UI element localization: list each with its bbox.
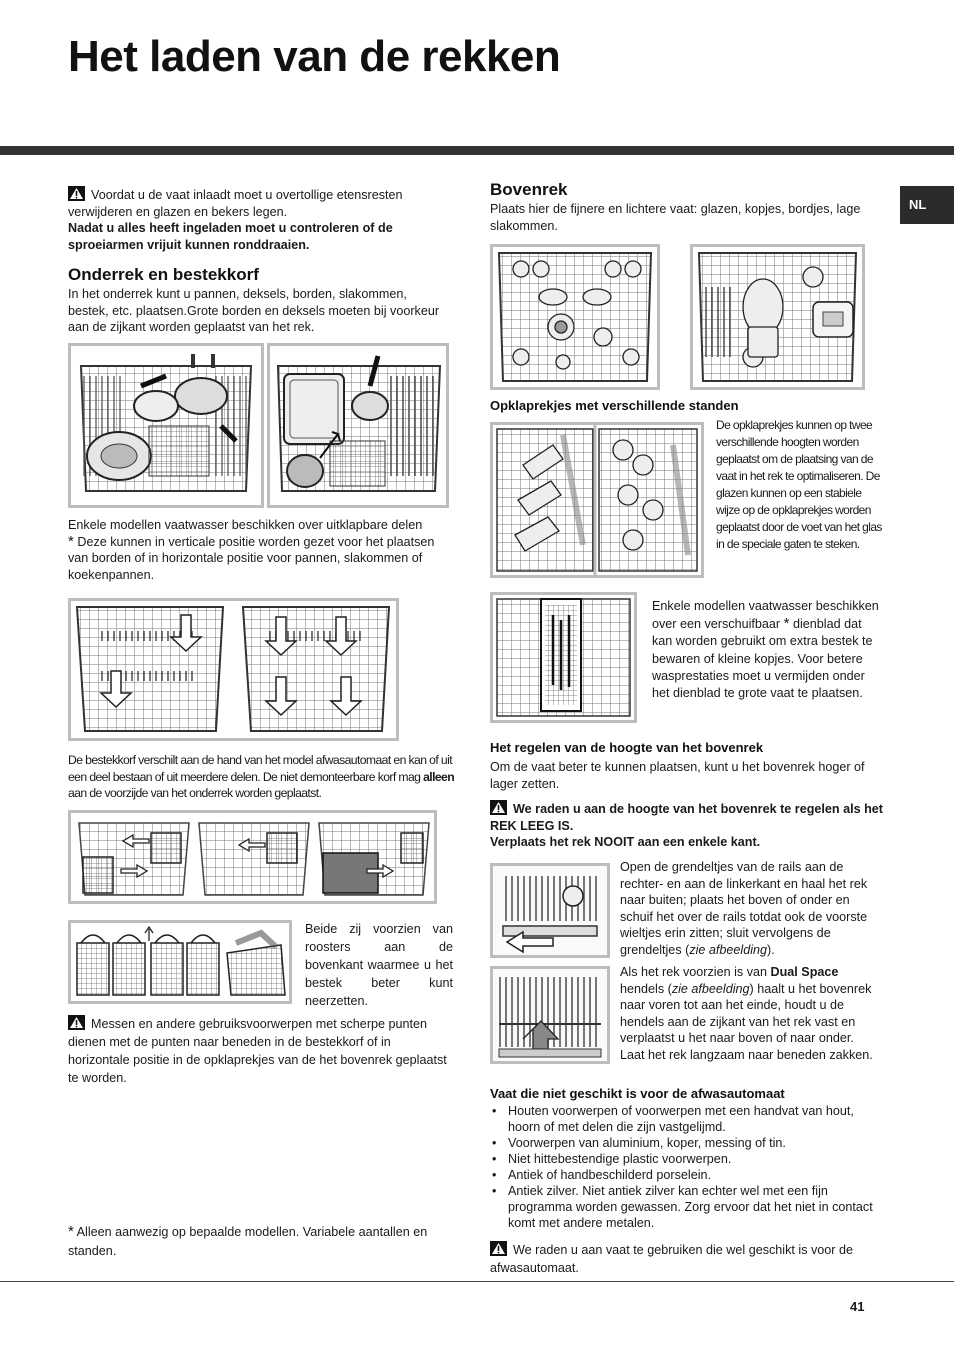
list-item: • Antiek of handbeschilderd porselein.	[490, 1167, 885, 1183]
height-warning: We raden u aan de hoogte van het bovenrek te regelen als het REK LEEG IS. Verplaats het rek NOOIT aan een enkele kant.	[490, 802, 883, 850]
footer-line	[0, 1281, 954, 1282]
lower-rack-text: In het onderrek kunt u pannen, deksels, borden, slakommen, bestek, etc. plaatsen.Grote borden en deksels moeten bij voorkeur aan de zijkant worden geplaatst van het rek.	[68, 287, 440, 335]
footnote: * Alleen aanwezig op bepaalde modellen. Variabele aantallen en standen.	[68, 1223, 428, 1258]
cutlery-grid-figure	[68, 920, 292, 1004]
dual-space-text: Als het rek voorzien is van Dual Space hendels (zie afbeelding) haalt u het bovenrek naar voren tot aan het einde, houdt u de hendels aan de zijkant van het rek vast en verplaatst u het naar boven of naar onder. Laat het rek langzaam naar beneden zakken.	[620, 965, 873, 1062]
list-item: • Niet hittebestendige plastic voorwerpen.	[490, 1151, 885, 1167]
header-bar	[0, 146, 954, 155]
warning-icon	[490, 800, 507, 815]
upper-rack-text: Plaats hier de fijnere en lichtere vaat: glazen, kopjes, bordjes, lage slakommen.	[490, 202, 861, 233]
warning-icon	[68, 186, 85, 201]
unsuitable-list	[490, 1103, 885, 1231]
warning-icon	[490, 1241, 507, 1256]
cutlery-basket-figure	[68, 810, 437, 904]
foldable-parts-figure	[68, 598, 399, 741]
cutlery-basket-text: De bestekkorf verschilt aan de hand van het model afwasautomaat en kan of uit een deel bestaan of uit meerdere delen. De niet demonteerbare korf mag alleen aan de voorzijde van het onderrek worden geplaatst.	[68, 753, 455, 801]
lower-rack-figure-2	[267, 343, 449, 508]
page-number: 41	[850, 1299, 865, 1314]
cutlery-grid-text: Beide zij voorzien van roosters aan de bovenkant waarmee u het bestek beter kunt neerzetten.	[305, 922, 453, 1008]
intro-paragraph: Voordat u de vaat inlaadt moet u overtollige etensresten verwijderen en glazen en bekers legen.	[68, 188, 403, 219]
lower-rack-heading: Onderrek en bestekkorf	[68, 265, 259, 284]
foldable-racks-text: De opklaprekjes kunnen op twee verschillende hoogten worden geplaatst om de plaatsing van de vaat in het rek te optimaliseren. De glazen kunnen op een stabiele wijze op de opklaprekjes worden geplaatst door de voet van het glas in de speciale gaten te steken.	[716, 418, 882, 551]
upper-rack-figure-1	[490, 244, 660, 390]
height-adjust-heading: Het regelen van de hoogte van het bovenrek	[490, 740, 764, 755]
final-warning: We raden u aan vaat te gebruiken die wel geschikt is voor de afwasautomaat.	[490, 1243, 854, 1275]
upper-rack-heading: Bovenrek	[490, 180, 568, 199]
list-item: • Antiek zilver. Niet antiek zilver kan echter wel met een fijn programma worden gewassen. Zorg ervoor dat het niet in contact komt met andere metalen.	[490, 1183, 885, 1231]
warning-icon	[68, 1015, 85, 1030]
lower-rack-figure-1	[68, 343, 264, 508]
intro-block	[68, 186, 458, 253]
latch-text: Open de grendeltjes van de rails aan de rechter- en aan de linkerkant en haal het rek naar buiten; plaats het boven of onder en schuif het over de rails totdat ook de voorste wieltjes erin zitten; sluit vervolgens de grendeltjes (zie afbeelding).	[620, 860, 868, 957]
sliding-tray-figure	[490, 592, 637, 723]
list-item: • Houten voorwerpen of voorwerpen met een handvat van hout, hoorn of met delen die zijn vastgelijmd.	[490, 1103, 885, 1135]
foldable-racks-figure	[490, 422, 704, 578]
sliding-tray-text: Enkele modellen vaatwasser beschikken over een verschuifbaar * dienblad dat kan worden gebruikt om extra bestek te bewaren of kleine kopjes. Voor betere wasprestaties moet u vermijden onder het dienblad te grote vaat te plaatsen.	[652, 599, 879, 701]
page-title: Het laden van de rekken	[68, 32, 561, 81]
latch-figure	[490, 863, 610, 958]
knives-warning: Messen en andere gebruiksvoorwerpen met scherpe punten dienen met de punten naar beneden in de bestekkorf of in horizontale positie in de opklaprekjes van de het bovenrek geplaatst te worden.	[68, 1017, 447, 1085]
foldable-text: Enkele modellen vaatwasser beschikken over uitklapbare delen * Deze kunnen in verticale positie worden gezet voor het plaatsen van borden of in horizontale positie voor pannen, slakommen of koekenpannen.	[68, 518, 435, 582]
foldable-racks-heading: Opklaprekjes met verschillende standen	[490, 398, 739, 413]
language-tab: NL	[900, 186, 954, 224]
height-adjust-text: Om de vaat beter te kunnen plaatsen, kunt u het bovenrek hoger of lager zetten.	[490, 760, 865, 791]
list-item: • Voorwerpen van aluminium, koper, messing of tin.	[490, 1135, 885, 1151]
dual-space-figure	[490, 966, 610, 1064]
intro-bold-paragraph: Nadat u alles heeft ingeladen moet u controleren of de sproeiarmen vrijuit kunnen ronddraaien.	[68, 221, 393, 252]
unsuitable-heading: Vaat die niet geschikt is voor de afwasautomaat	[490, 1086, 785, 1101]
upper-rack-figure-2	[690, 244, 865, 390]
